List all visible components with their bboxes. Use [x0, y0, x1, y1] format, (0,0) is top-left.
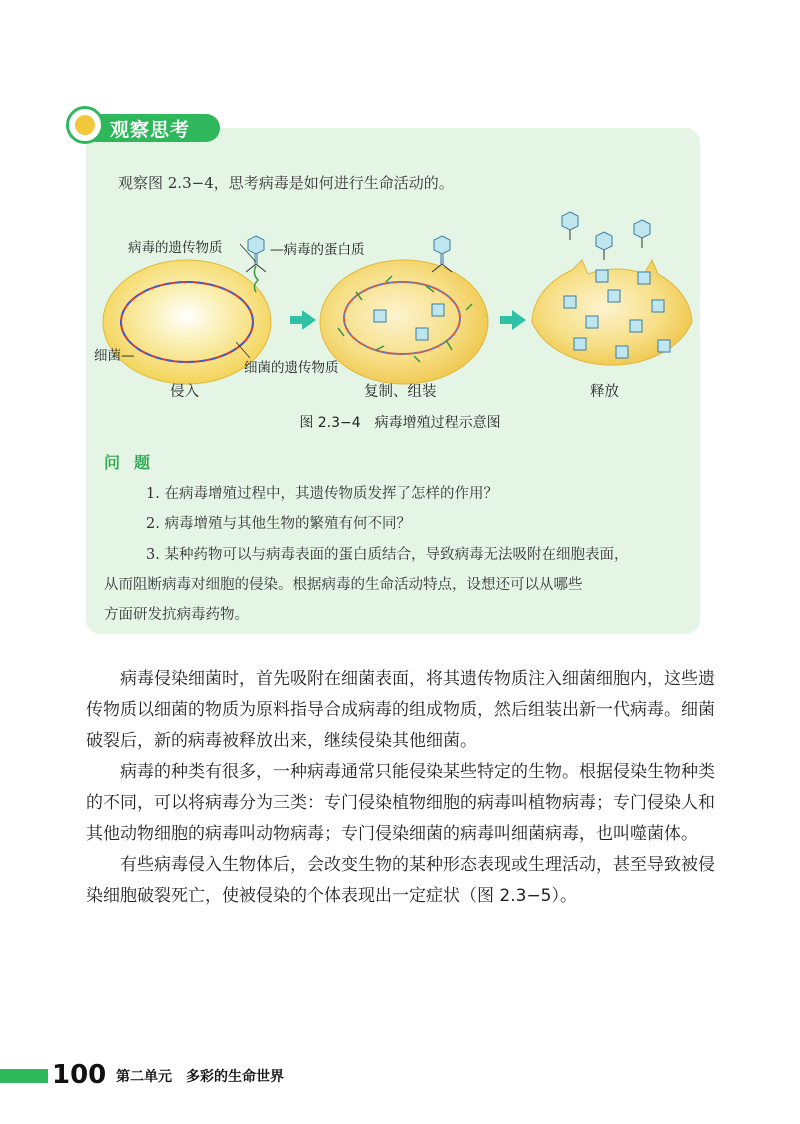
label-virus-genetic-material: 病毒的遗传物质	[128, 240, 223, 256]
body-text	[86, 664, 716, 912]
questions-heading: 问题	[104, 453, 165, 472]
label-bacterium: 细菌—	[94, 348, 135, 364]
paragraph-2: 病毒的种类有很多，一种病毒通常只能侵染某些特定的生物。根据侵染生物种类的不同，可以将病毒分为三类：专门侵染植物细胞的病毒叫植物病毒；专门侵染人和其他动物细胞的病毒叫动物病毒；专门侵染细菌的病毒叫细菌病毒，也叫噬菌体。	[86, 762, 715, 844]
arrow-right-icon	[290, 310, 316, 330]
label-bacterium-genetic-material: 细菌的遗传物质	[244, 360, 339, 376]
phage-icon	[596, 232, 612, 260]
page-number: 100	[52, 1060, 107, 1090]
figure-caption: 图 2.3−4 病毒增殖过程示意图	[299, 415, 501, 431]
lightbulb-icon	[66, 106, 104, 144]
question-1: 1. 在病毒增殖过程中，其遗传物质发挥了怎样的作用？	[146, 486, 498, 502]
intro-text: 观察图 2.3−4，思考病毒是如何进行生命活动的。	[118, 174, 454, 192]
section-badge	[66, 106, 222, 146]
cell-release	[532, 212, 692, 365]
paragraph-1: 病毒侵染细菌时，首先吸附在细菌表面，将其遗传物质注入细菌细胞内，这些遗传物质以细菌的物质为原料指导合成病毒的组成物质，然后组装出新一代病毒。细菌破裂后，新的病毒被释放出来，继续侵染其他细菌。	[86, 669, 715, 751]
question-3-line-3: 方面研发抗病毒药物。	[104, 607, 249, 623]
virus-proliferation-figure	[86, 200, 706, 410]
stage-label-invasion: 侵入	[170, 384, 199, 400]
phage-icon	[562, 212, 578, 240]
cell-replication	[320, 236, 488, 384]
arrow-right-icon	[500, 310, 526, 330]
paragraph-3: 有些病毒侵入生物体后，会改变生物的某种形态表现或生理活动，甚至导致被侵染细胞破裂死亡，使被侵染的个体表现出一定症状（图 2.3−5）。	[86, 855, 715, 906]
phage-icon	[634, 220, 650, 248]
stage-label-replication: 复制、组装	[364, 384, 437, 400]
question-2: 2. 病毒增殖与其他生物的繁殖有何不同？	[146, 516, 411, 532]
label-virus-protein: —病毒的蛋白质	[270, 242, 365, 258]
footer-bar	[0, 1069, 48, 1083]
stage-label-release: 释放	[590, 384, 619, 400]
section-title: 观察思考	[110, 119, 191, 141]
unit-title: 第二单元 多彩的生命世界	[116, 1069, 284, 1085]
question-3-line-1: 3. 某种药物可以与病毒表面的蛋白质结合，导致病毒无法吸附在细胞表面，	[146, 547, 629, 563]
question-3-line-2: 从而阻断病毒对细胞的侵染。根据病毒的生命活动特点，设想还可以从哪些	[104, 577, 583, 593]
